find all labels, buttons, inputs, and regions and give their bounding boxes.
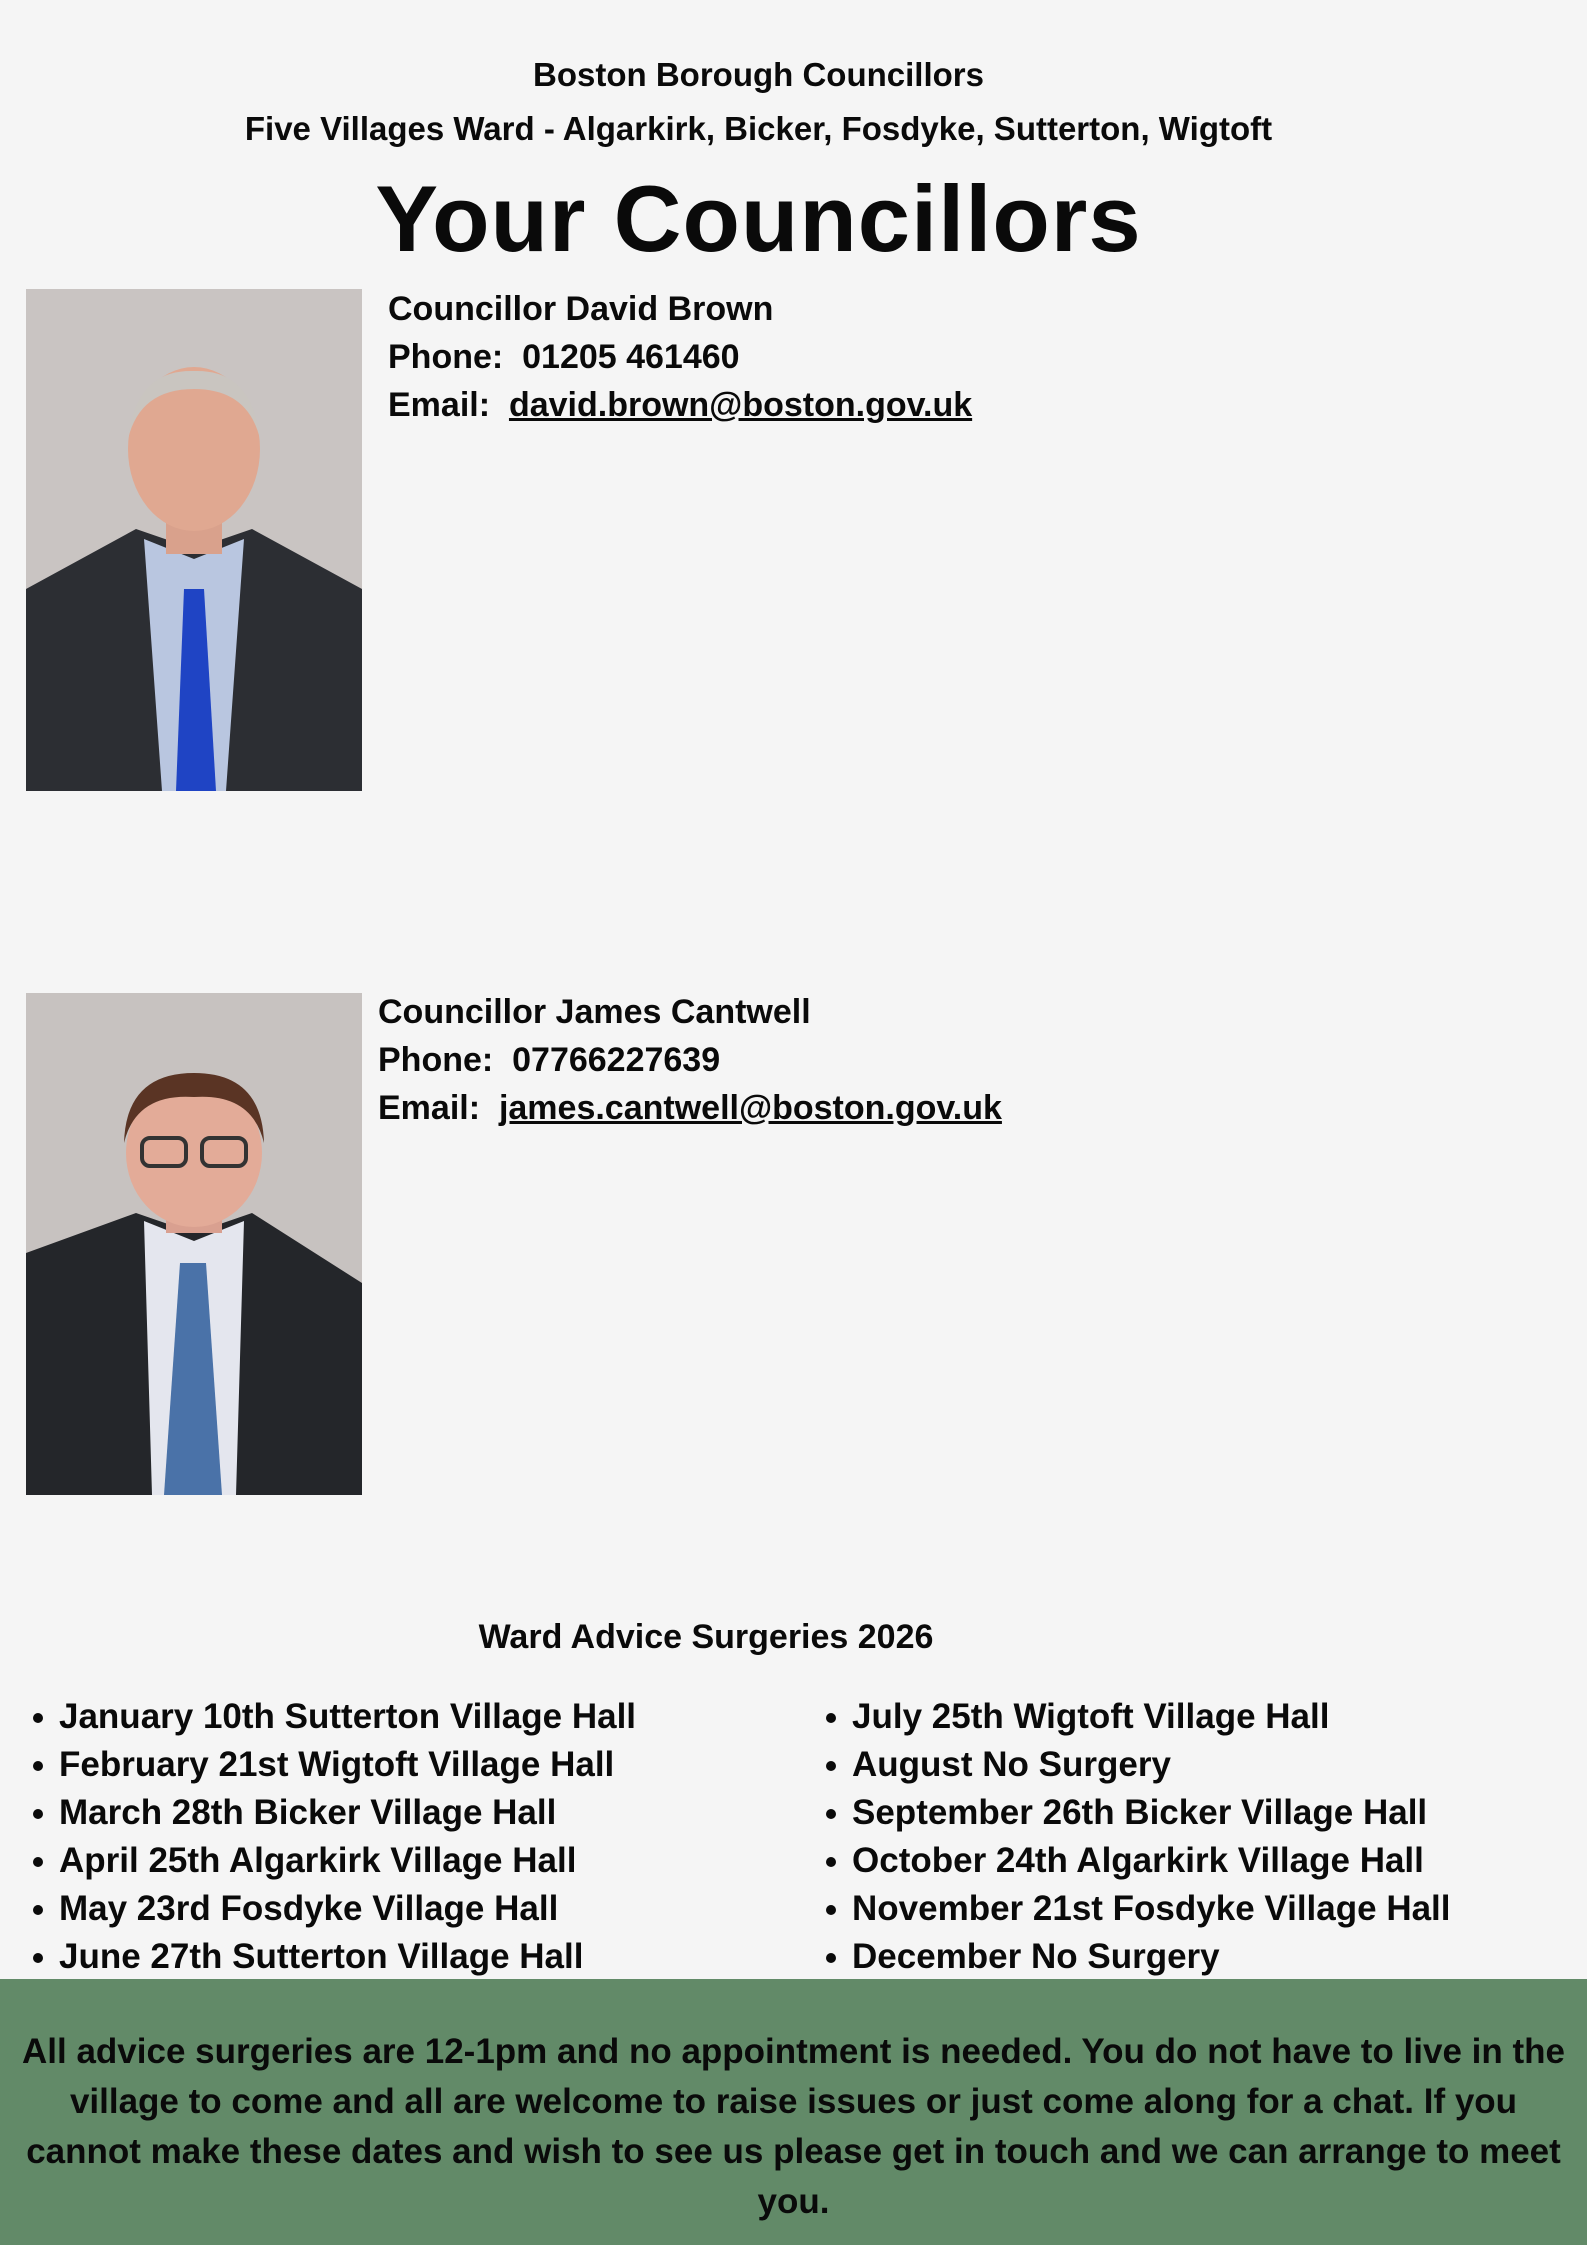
- surgeries-list-right: [826, 1693, 1451, 1981]
- footer-banner: [0, 1979, 1587, 2245]
- phone-number: 01205 461460: [522, 338, 740, 376]
- list-item: December No Surgery: [826, 1933, 1451, 1981]
- councillor-photo-david-brown: [26, 289, 362, 791]
- email-label: Email:: [378, 1089, 481, 1127]
- surgeries-list-left: [33, 1693, 636, 1981]
- councillor-photo-james-cantwell: [26, 993, 362, 1495]
- list-item: February 21st Wigtoft Village Hall: [33, 1741, 636, 1789]
- list-item: September 26th Bicker Village Hall: [826, 1789, 1451, 1837]
- list-item: March 28th Bicker Village Hall: [33, 1789, 636, 1837]
- list-item: November 21st Fosdyke Village Hall: [826, 1885, 1451, 1933]
- list-item: June 27th Sutterton Village Hall: [33, 1933, 636, 1981]
- email-link[interactable]: james.cantwell@boston.gov.uk: [498, 1089, 1002, 1127]
- org-heading: Boston Borough Councillors: [533, 56, 984, 93]
- page-title: Your Councillors: [375, 166, 1142, 271]
- phone-number: 07766227639: [512, 1041, 721, 1079]
- councillor-info-james-cantwell: [378, 988, 1002, 1132]
- ward-heading: Five Villages Ward - Algarkirk, Bicker, Fosdyke, Sutterton, Wigtoft: [244, 110, 1273, 147]
- footer-text: All advice surgeries are 12-1pm and no appointment is needed. You do not have to live in the village to come and all are welcome to raise issues or just come along for a chat. If you cannot make these dates and wish to see us please get in touch and we can arrange to meet you.: [22, 2032, 1565, 2221]
- councillor-info-david-brown: [388, 285, 972, 429]
- list-item: August No Surgery: [826, 1741, 1451, 1789]
- email-label: Email:: [388, 386, 491, 424]
- phone-label: Phone:: [378, 1041, 494, 1079]
- councillor-name: Councillor James Cantwell: [378, 993, 811, 1031]
- email-link[interactable]: david.brown@boston.gov.uk: [508, 386, 973, 424]
- councillor-name: Councillor David Brown: [388, 290, 774, 328]
- surgeries-heading: Ward Advice Surgeries 2026: [478, 1618, 934, 1656]
- list-item: October 24th Algarkirk Village Hall: [826, 1837, 1451, 1885]
- list-item: January 10th Sutterton Village Hall: [33, 1693, 636, 1741]
- phone-label: Phone:: [388, 338, 504, 376]
- list-item: July 25th Wigtoft Village Hall: [826, 1693, 1451, 1741]
- list-item: April 25th Algarkirk Village Hall: [33, 1837, 636, 1885]
- list-item: May 23rd Fosdyke Village Hall: [33, 1885, 636, 1933]
